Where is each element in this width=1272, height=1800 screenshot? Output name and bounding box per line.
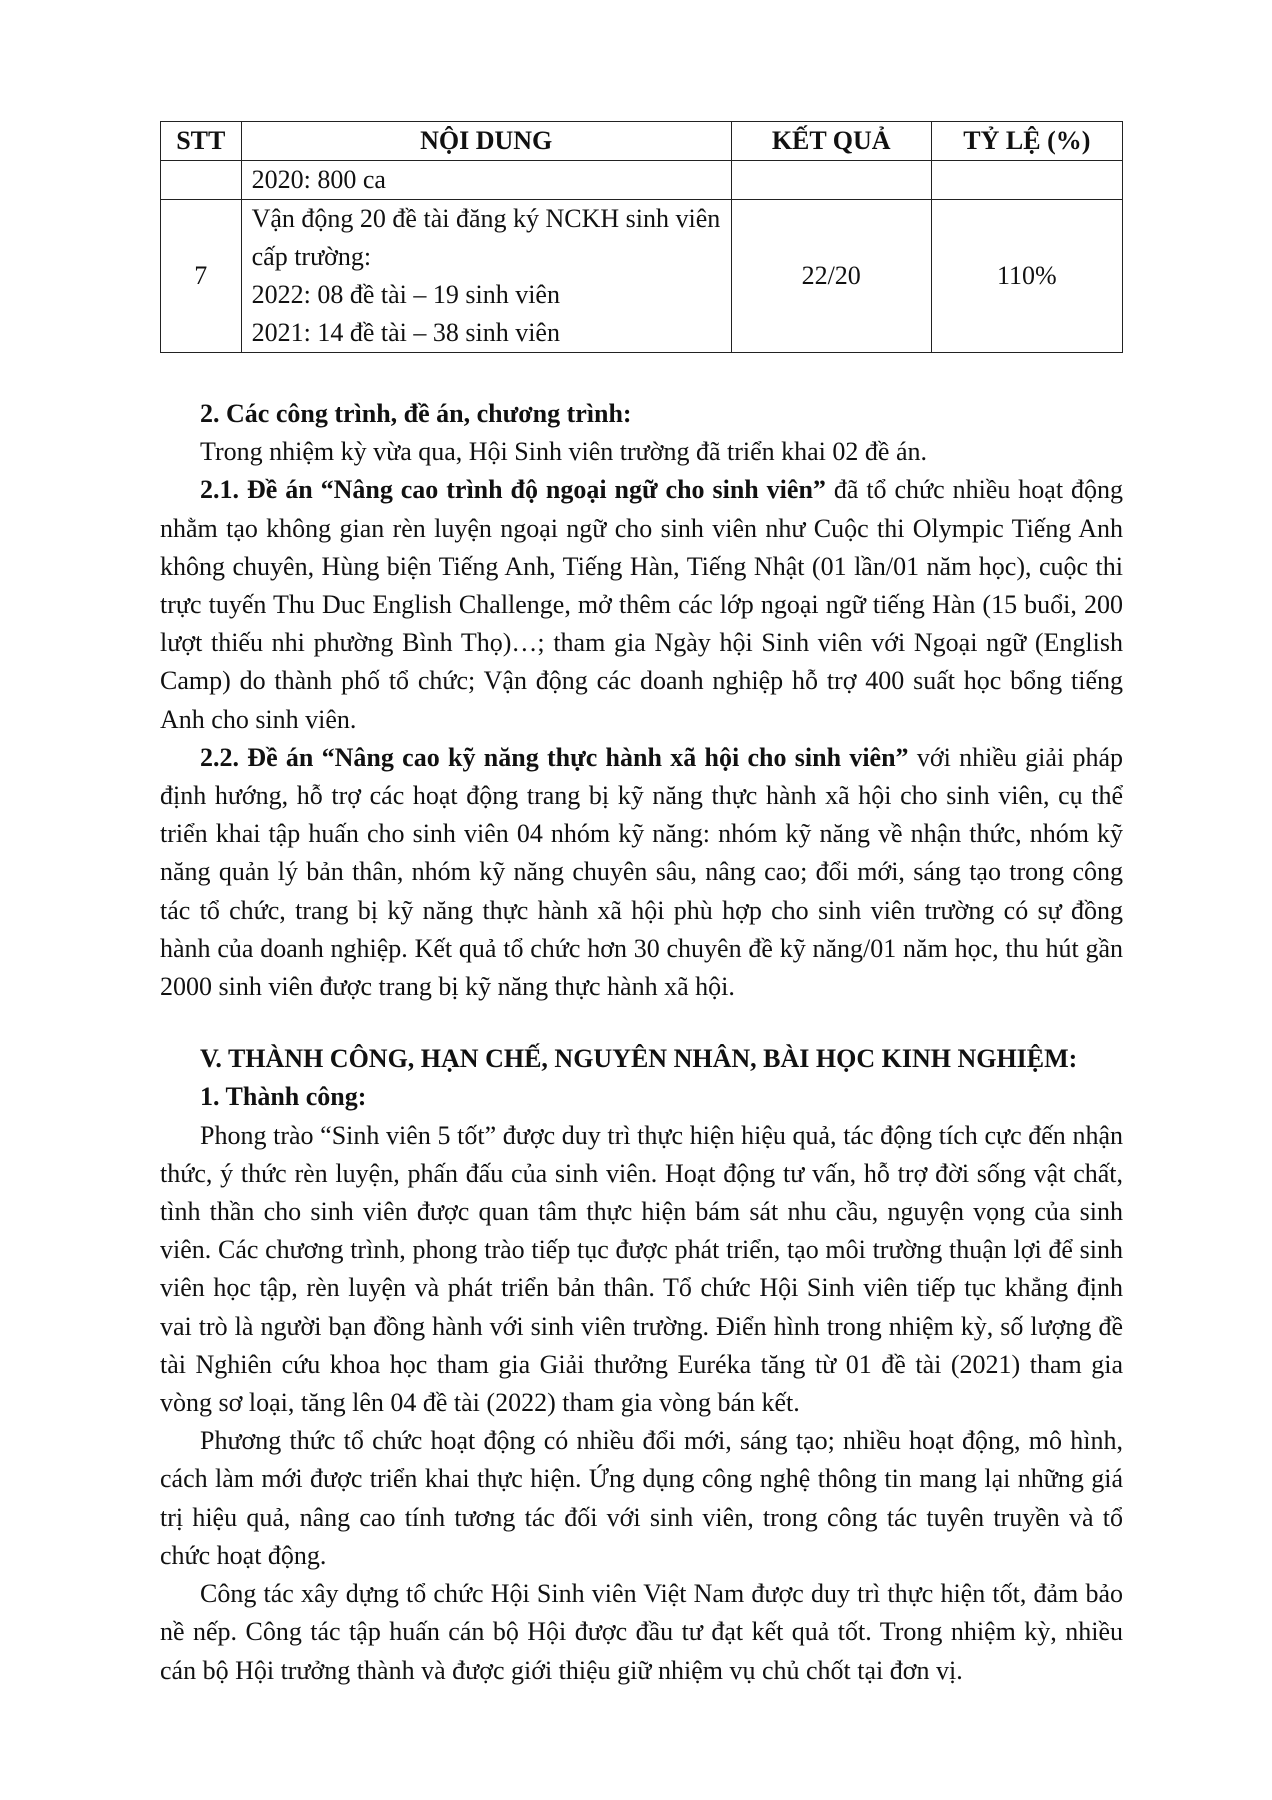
section5-subheading: 1. Thành công: [200, 1082, 367, 1112]
cell-ratio [931, 161, 1122, 200]
cell-result [731, 161, 931, 200]
cell-content [241, 161, 731, 200]
section5-heading: V. THÀNH CÔNG, HẠN CHẾ, NGUYÊN NHÂN, BÀI HỌC KINH NGHIỆM: [200, 1044, 1078, 1074]
header-content: NỘI DUNG [241, 122, 731, 161]
cell-stt: 7 [161, 200, 242, 353]
table-header-row [161, 122, 1123, 161]
project-2-title: 2.2. Đề án “Nâng cao kỹ năng thực hành xã hội cho sinh viên” [200, 742, 909, 772]
content-line: 2021: 14 đề tài – 38 sinh viên [251, 318, 560, 347]
project-2-text: với nhiều giải pháp định hướng, hỗ trợ các hoạt động trang bị kỹ năng thực hành xã hội cho sinh viên, cụ thể triển khai tập huấn cho sinh viên 04 nhóm kỹ năng: nhóm kỹ năng về nhận thức, nhóm kỹ năng quản lý bản thân, nhóm kỹ năng chuyên sâu, nâng cao; đổi mới, sáng tạo trong công tác tổ chức, trang bị kỹ năng thực hành xã hội phù hợp cho sinh viên trường có sự đồng hành của doanh nghiệp. Kết quả tổ chức hơn 30 chuyên đề kỹ năng/01 năm học, thu hút gần 2000 sinh viên được trang bị kỹ năng thực hành xã hội. [160, 742, 1123, 1002]
header-stt: STT [161, 122, 242, 161]
header-result: KẾT QUẢ [731, 122, 931, 161]
section5-paragraph: Phương thức tổ chức hoạt động có nhiều đổi mới, sáng tạo; nhiều hoạt động, mô hình, cách làm mới được triển khai thực hiện. Ứng dụng công nghệ thông tin mang lại những giá trị hiệu quả, nâng cao tính tương tác đối với sinh viên, trong công tác tuyên truyền và tổ chức hoạt động. [160, 1426, 1123, 1570]
section5-paragraph: Phong trào “Sinh viên 5 tốt” được duy trì thực hiện hiệu quả, tác động tích cực đến nhận thức, ý thức rèn luyện, phấn đấu của sinh viên. Hoạt động tư vấn, hỗ trợ đời sống vật chất, tình thần cho sinh viên được quan tâm thực hiện bám sát nhu cầu, nguyện vọng của sinh viên. Các chương trình, phong trào tiếp tục được phát triển, tạo môi trường thuận lợi để sinh viên học tập, rèn luyện và phát triển bản thân. Tổ chức Hội Sinh viên tiếp tục khẳng định vai trò là người bạn đồng hành với sinh viên trường. Điển hình trong nhiệm kỳ, số lượng đề tài Nghiên cứu khoa học tham gia Giải thưởng Euréka tăng từ 01 đề tài (2021) tham gia vòng sơ loại, tăng lên 04 đề tài (2022) tham gia vòng bán kết. [160, 1120, 1123, 1418]
table-row [161, 200, 1123, 353]
header-ratio: TỶ LỆ (%) [931, 122, 1122, 161]
section2-paragraph-2 [160, 739, 1123, 1006]
content-line: 2020: 800 ca [251, 165, 386, 194]
content-line: 2022: 08 đề tài – 19 sinh viên [251, 280, 560, 309]
cell-result: 22/20 [731, 200, 931, 353]
cell-content [241, 200, 731, 353]
section2-paragraph-1 [160, 471, 1123, 738]
results-table [160, 121, 1123, 353]
section2-intro: Trong nhiệm kỳ vừa qua, Hội Sinh viên trường đã triển khai 02 đề án. [200, 437, 927, 467]
section5-paragraph: Công tác xây dựng tổ chức Hội Sinh viên Việt Nam được duy trì thực hiện tốt, đảm bảo nề nếp. Công tác tập huấn cán bộ Hội được đầu tư đạt kết quả tốt. Trong nhiệm kỳ, nhiều cán bộ Hội trưởng thành và được giới thiệu giữ nhiệm vụ chủ chốt tại đơn vị. [160, 1579, 1123, 1685]
spacer [160, 1006, 1123, 1040]
body-text [160, 395, 1123, 1690]
cell-ratio: 110% [931, 200, 1122, 353]
project-1-text: đã tổ chức nhiều hoạt động nhằm tạo không gian rèn luyện ngoại ngữ cho sinh viên như Cuộc thi Olympic Tiếng Anh không chuyên, Hùng biện Tiếng Anh, Tiếng Hàn, Tiếng Nhật (01 lần/01 năm học), cuộc thi trực tuyến Thu Duc English Challenge, mở thêm các lớp ngoại ngữ tiếng Hàn (15 buổi, 200 lượt thiếu nhi phường Bình Thọ)…; tham gia Ngày hội Sinh viên với Ngoại ngữ (English Camp) do thành phố tổ chức; Vận động các doanh nghiệp hỗ trợ 400 suất học bổng tiếng Anh cho sinh viên. [160, 475, 1123, 734]
project-1-title: 2.1. Đề án “Nâng cao trình độ ngoại ngữ cho sinh viên” [200, 475, 826, 505]
content-line: Vận động 20 đề tài đăng ký NCKH sinh viên cấp trường: [251, 204, 721, 271]
cell-stt [161, 161, 242, 200]
table-row [161, 161, 1123, 200]
section2-heading: 2. Các công trình, đề án, chương trình: [200, 399, 632, 428]
